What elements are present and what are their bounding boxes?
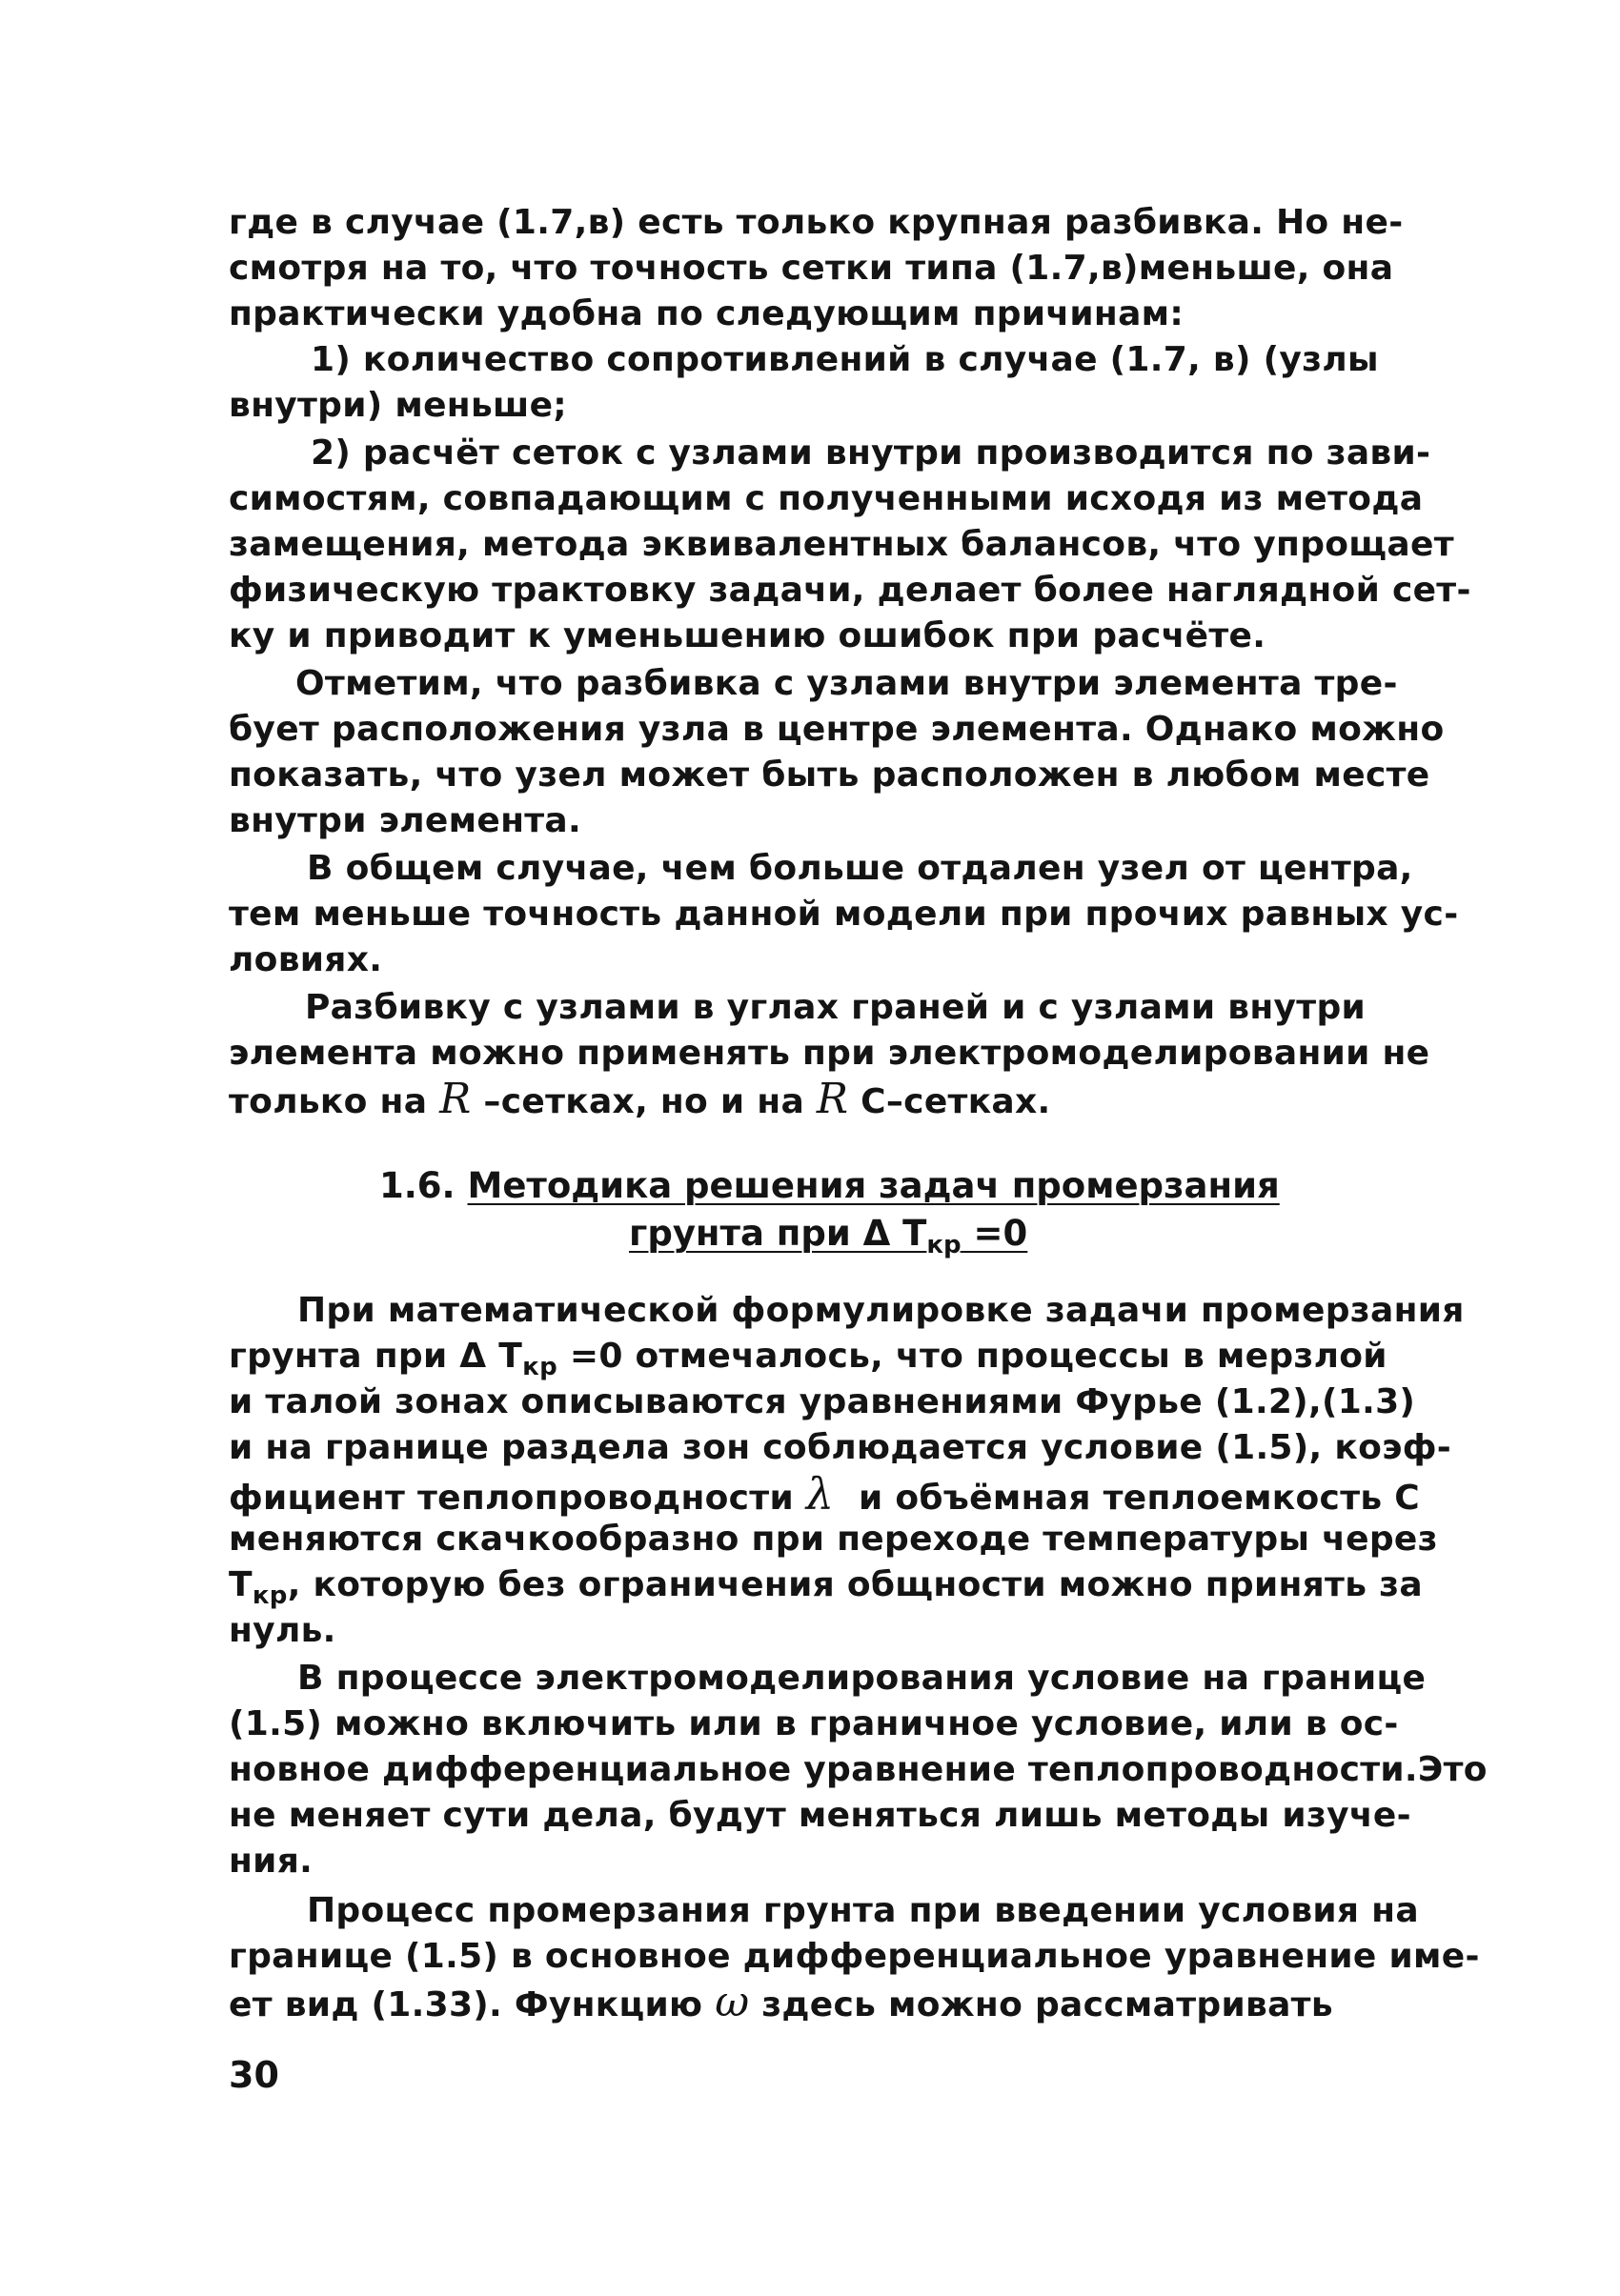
section-heading-line2: грунта при Δ $T_{кр} =0$ — [629, 1213, 1028, 1259]
list-item-line: 1) количество сопротивлений в случае (1.7, в) (узлы — [311, 340, 1379, 379]
text-line: где в случае (1.7,в) есть только крупная разбивка. Но не- — [229, 203, 1404, 242]
text-line: тем меньше точность данной модели при прочих равных ус- — [229, 895, 1459, 934]
r-symbol: R — [439, 1075, 472, 1123]
list-item-line: физическую трактовку задачи, делает более наглядной сет- — [229, 571, 1471, 610]
list-item-line: ку и приводит к уменьшению ошибок при расчёте. — [229, 616, 1266, 655]
text-line: грунта при Δ $T_{кр} =0$ отмечалось, что процессы в мерзлой — [229, 1337, 1387, 1381]
list-item-line: внутри) меньше; — [229, 386, 567, 425]
text-line: Разбивку с узлами в углах граней и с узлами внутри — [305, 988, 1367, 1027]
text-line: При математической формулировке задачи промерзания — [297, 1291, 1465, 1330]
text-line: нуль. — [229, 1611, 336, 1650]
text-line: Отметим, что разбивка с узлами внутри элемента тре- — [295, 664, 1398, 703]
list-item-line: замещения, метода эквивалентных балансов, что упрощает — [229, 525, 1454, 564]
lambda-symbol: λ — [805, 1468, 835, 1520]
text-line: фициент теплопроводности λ и объёмная теплоемкость С — [229, 1468, 1420, 1520]
text-line: практически удобна по следующим причинам: — [229, 294, 1185, 333]
text-line: Процесс промерзания грунта при введении условия на — [307, 1891, 1419, 1930]
text-line: элемента можно применять при электромоделировании не — [229, 1034, 1430, 1073]
text-line: и талой зонах описываются уравнениями Фурье (1.2),(1.3) — [229, 1382, 1416, 1421]
text-line: (1.5) можно включить или в граничное условие, или в ос- — [229, 1704, 1399, 1743]
list-item-line: симостям, совпадающим с полученными исходя из метода — [229, 479, 1424, 518]
text-line: показать, что узел может быть расположен в любом месте — [229, 755, 1430, 795]
text-line: ния. — [229, 1842, 314, 1881]
text-line: ет вид (1.33). Функцию ω здесь можно рассматривать — [229, 1978, 1333, 2026]
text-line: и на границе раздела зон соблюдается условие (1.5), коэф- — [229, 1428, 1452, 1467]
section-title: Методика решения задач промерзания — [467, 1165, 1280, 1206]
text-line: не меняет сути дела, будут меняться лишь методы изуче- — [229, 1796, 1411, 1835]
text-line: $T_{кр}$, которую без ограничения общности можно принять за — [229, 1565, 1423, 1610]
text-line: В процессе электромоделирования условие на границе — [297, 1659, 1427, 1698]
text-line: внутри элемента. — [229, 801, 581, 840]
text-line: новное дифференциальное уравнение теплопроводности.Это — [229, 1750, 1488, 1789]
page-number: 30 — [229, 2054, 279, 2096]
text-line: смотря на то, что точность сетки типа (1.7,в)меньше, она — [229, 249, 1394, 288]
text-line: В общем случае, чем больше отдален узел от центра, — [307, 849, 1413, 888]
list-item-line: 2) расчёт сеток с узлами внутри производится по зави- — [311, 433, 1431, 473]
text-line: границе (1.5) в основное дифференциальное уравнение име- — [229, 1937, 1480, 1976]
text-line: только на R –сетках, но и на R C–сетках. — [229, 1075, 1051, 1123]
text-line: меняются скачкообразно при переходе температуры через — [229, 1520, 1438, 1559]
text-line: ловиях. — [229, 940, 383, 979]
r-symbol: R — [816, 1075, 849, 1123]
section-heading: 1.6. Методика решения задач промерзания — [379, 1165, 1280, 1206]
omega-symbol: ω — [715, 1978, 750, 2026]
text-line: бует расположения узла в центре элемента. Однако можно — [229, 710, 1445, 749]
